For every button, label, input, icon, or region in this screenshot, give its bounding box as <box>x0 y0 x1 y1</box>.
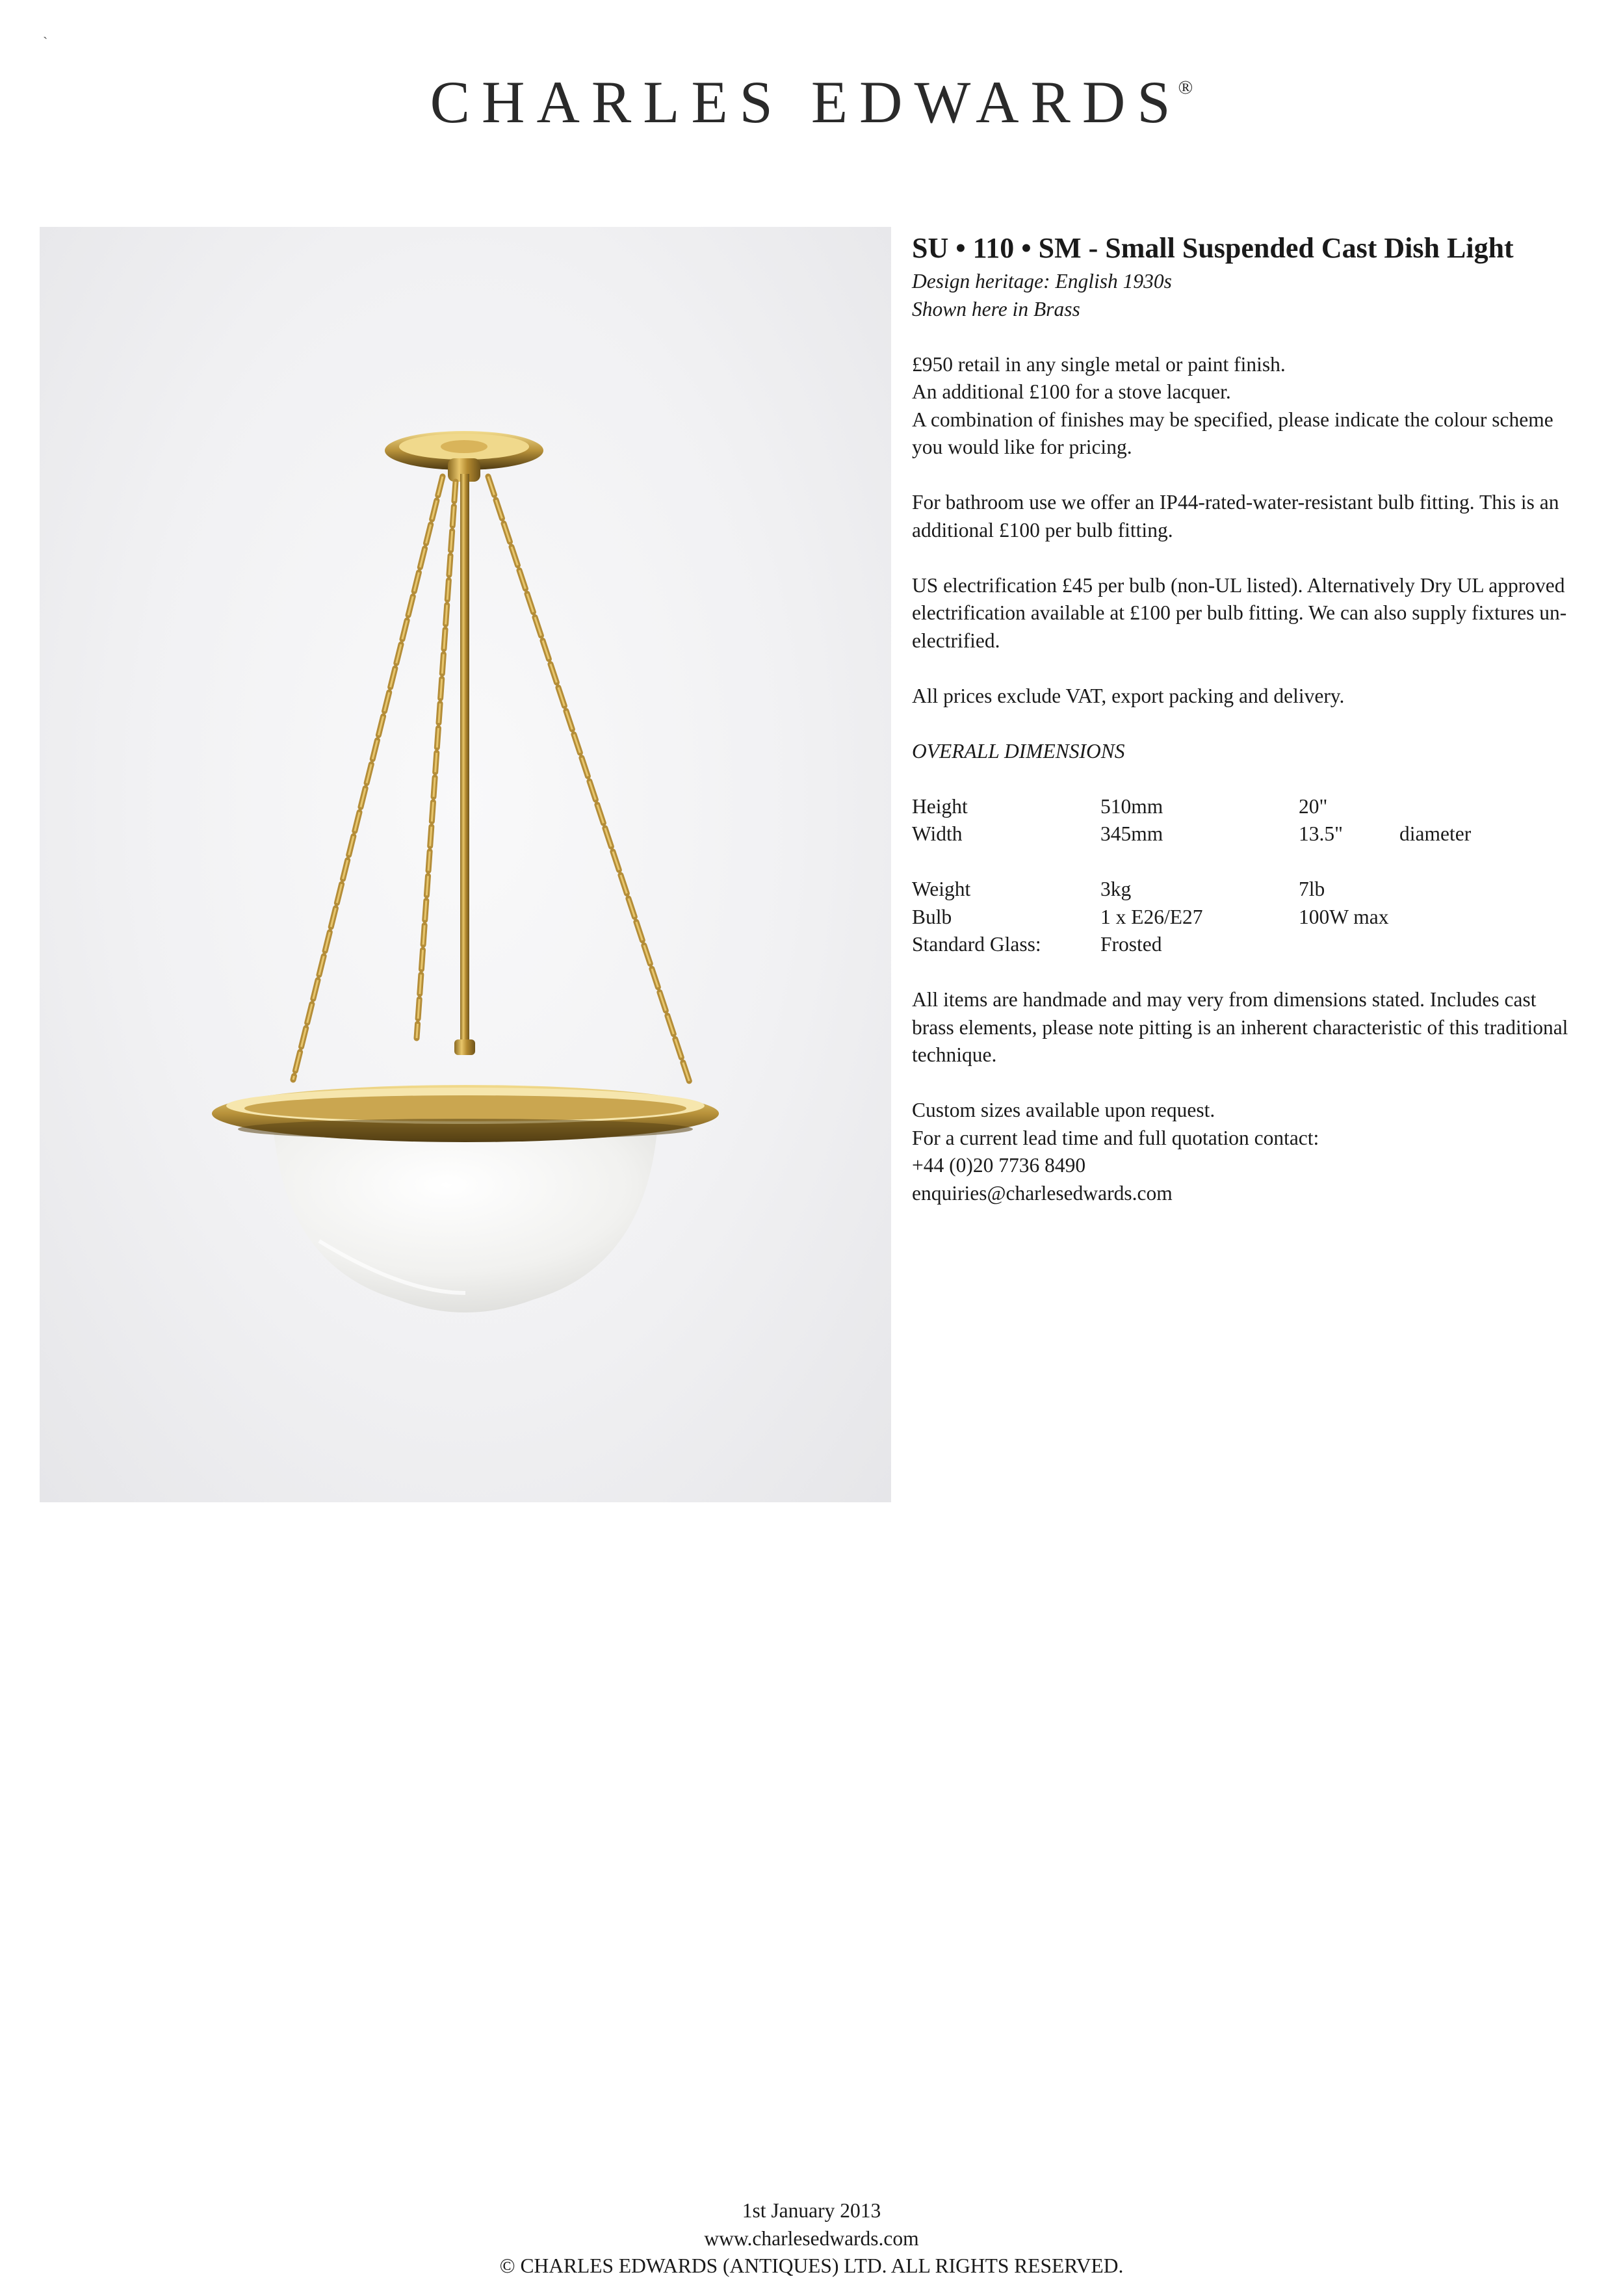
spec-row <box>912 931 1575 959</box>
dimension-imperial: 13.5" <box>1299 822 1343 845</box>
registered-mark: ® <box>1178 77 1193 98</box>
chains <box>293 476 690 1082</box>
contact-email: enquiries@charlesedwards.com <box>912 1181 1173 1205</box>
spec-label: Bulb <box>912 905 952 928</box>
spec-value: Frosted <box>1100 933 1162 956</box>
footer-date: 1st January 2013 <box>742 2199 881 2222</box>
central-rod <box>460 474 469 1046</box>
product-title: SU • 110 • SM - Small Suspended Cast Dish Light <box>912 232 1514 264</box>
dimension-metric: 345mm <box>1100 822 1163 845</box>
dimension-label: Height <box>912 794 968 818</box>
product-details <box>912 229 1575 1207</box>
dimension-imperial: 20" <box>1299 794 1328 818</box>
page-footer <box>0 2197 1623 2280</box>
spec-value: 1 x E26/E27 <box>1100 905 1203 928</box>
design-heritage: Design heritage: English 1930s <box>912 270 1172 293</box>
spec-imperial: 100W max <box>1299 905 1389 928</box>
spec-value: 3kg <box>1100 878 1132 900</box>
chains-inner <box>293 476 690 1082</box>
spec-imperial: 7lb <box>1299 878 1325 900</box>
price-line: £950 retail in any single metal or paint finish. <box>912 352 1286 376</box>
contact-line: For a current lead time and full quotation contact: <box>912 1126 1319 1149</box>
brand-logo <box>0 68 1623 137</box>
us-electrification-note: US electrification £45 per bulb (non-UL listed). Alternatively Dry UL approved electrification available at £100 per bulb fitting. We can also supply fixtures un-electrified. <box>912 573 1567 652</box>
pendant-light-illustration <box>40 227 891 1502</box>
footer-copyright: © CHARLES EDWARDS (ANTIQUES) LTD. ALL RIGHTS RESERVED. <box>499 2254 1124 2277</box>
dimension-label: Width <box>912 822 963 845</box>
footer-website: www.charlesedwards.com <box>704 2226 919 2250</box>
glass-dish <box>274 1130 657 1312</box>
dimension-metric: 510mm <box>1100 794 1163 818</box>
dimensions-heading: OVERALL DIMENSIONS <box>912 739 1125 763</box>
price-line: A combination of finishes may be specified, please indicate the colour scheme you would like for pricing. <box>912 408 1553 458</box>
dimensions-table <box>912 793 1575 959</box>
spec-row <box>912 904 1575 932</box>
brand-name: CHARLES EDWARDS <box>430 69 1182 135</box>
price-line: An additional £100 for a stove lacquer. <box>912 380 1231 403</box>
brass-rim <box>212 1085 719 1142</box>
contact-line: Custom sizes available upon request. <box>912 1099 1215 1121</box>
dimension-row <box>912 793 1575 821</box>
contact-phone: +44 (0)20 7736 8490 <box>912 1154 1086 1177</box>
handmade-note: All items are handmade and may very from dimensions stated. Includes cast brass elements, please note pitting is an inherent characteristic of this traditional technique. <box>912 988 1568 1066</box>
dimension-note: diameter <box>1399 822 1472 845</box>
corner-mark: ` <box>43 34 48 50</box>
vat-note: All prices exclude VAT, export packing and delivery. <box>912 684 1345 707</box>
dimension-row <box>912 820 1575 848</box>
finish-shown: Shown here in Brass <box>912 297 1080 320</box>
product-photo <box>40 227 891 1502</box>
spec-label: Standard Glass: <box>912 933 1041 956</box>
spec-row <box>912 876 1575 904</box>
spec-label: Weight <box>912 878 971 900</box>
bathroom-note: For bathroom use we offer an IP44-rated-water-resistant bulb fitting. This is an additional £100 per bulb fitting. <box>912 491 1559 541</box>
